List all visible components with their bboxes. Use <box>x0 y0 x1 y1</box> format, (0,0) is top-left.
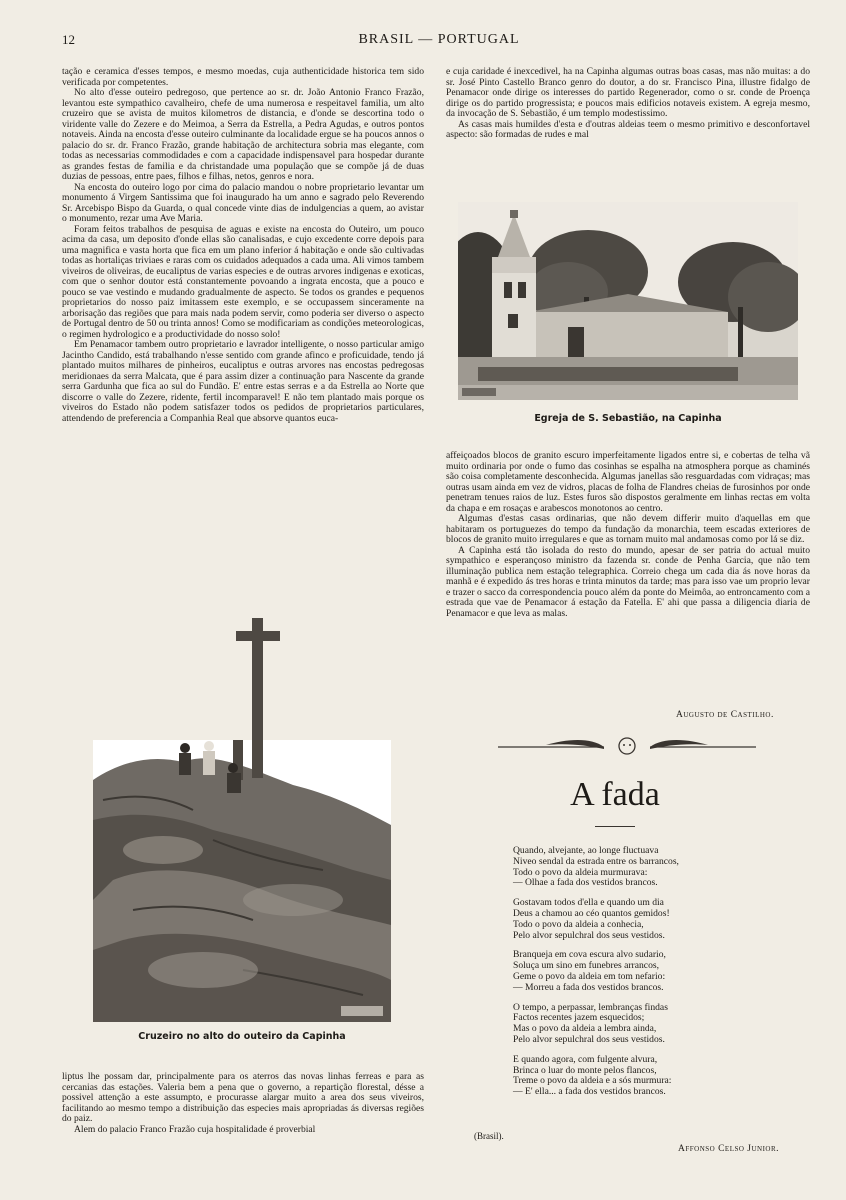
paragraph: A Capinha está tão isolada do resto do mundo, apesar de ser patria do actual muito sympathico e esperançoso ministro da fazenda sr. conde de Penha Garcia, que não tem illuminação publica nem estação telegraphica. Correio chega um cada dia ás nove horas da manhã e é expedido ás tres horas e trinta minutos da tarde; mas para isso vae um proprio levar e trazer o sacco da correspondencia pouco além da ponte do Meimôa, ao entroncamento com a estrada que vae de Penamacor á estação da Fatella. E' ahi que passa a diligencia diaria de Penamacor e que leva as malas. <box>446 544 810 619</box>
poem-title: A fada <box>570 776 660 813</box>
poem-origin: (Brasil). <box>474 1131 504 1141</box>
paragraph: Na encosta do outeiro logo por cima do palacio mandou o nobre proprietario levantar um monumento á Virgem Santissima que foi inaugurado ha um anno e sagrado pelo Reverendo Sr. Arcebispo Bispo da Guarda, o qual concede vinte dias de indulgencias a quem, ao avistar o monumento, rezar uma Ave Maria. <box>62 181 424 224</box>
cross-silhouette <box>232 618 282 778</box>
poem-line: — E' ella... a fada dos vestidos brancos. <box>513 1086 666 1098</box>
poem-line: Mas o povo da aldeia a lembra ainda, <box>513 1023 657 1035</box>
poem-stanza <box>513 898 813 941</box>
left-column-bottom <box>62 1072 424 1135</box>
paragraph: affeiçoados blocos de granito escuro imperfeitamente ligados entre si, e cobertas de telha vã muito ordinaria por onde o fumo das cosinhas se espalha na atmosphera porque as chaminés são coisa completamente desconhecida. Algumas janellas são resguardadas com vidraças; mas outras usam ainda em vez de vidros, placas de folha de Flandres cheias de furosinhos por onde penetram tenues raios de luz. Estes furos são dispostos geralmente em linhas rectas em volta da chapa e em rosaças e arabescos monotonos ao centro. <box>446 450 810 514</box>
paragraph: e cuja caridade é inexcedivel, ha na Capinha algumas outras boas casas, mas não muitas: a do sr. José Pinto Castello Branco genro do doutor, a do sr. Francisco Pina, illustre fidalgo de Penamacor onde dirige os interesses do partido Regenerador, como o sr. conde de Proença dirige os do partido progressista; e poucos mais edificios notaveis existem. A egreja mesmo, da invocação de S. Sebastião, é um templo modestissimo. <box>446 66 810 119</box>
poem-line: Quando, alvejante, ao longe fluctuava <box>513 845 659 856</box>
cruzeiro-caption: Cruzeiro no alto do outeiro da Capinha <box>138 1031 346 1042</box>
poem-author: Affonso Celso Junior. <box>678 1144 780 1154</box>
poem-title-rule <box>595 826 635 827</box>
poem <box>513 846 813 1107</box>
winged-ornament-icon <box>496 733 758 759</box>
poem-line: — Morreu a fada dos vestidos brancos. <box>513 981 664 993</box>
paragraph: No alto d'esse outeiro pedregoso, que pertence ao sr. dr. João Antonio Franco Frazão, levantou este sympathico cavalheiro, chefe de uma numerosa e respeitavel familia, um alto cruzeiro que se avista de muitos kilometros de distancia, e d'onde se descortina todo o viridente valle do Zezere e do Meimoa, a Serra da Estrella, a Pedra Agudas, e outros pontos notaveis. Ainda na encosta d'esse outeiro culminante da localidade ergue se ha poucos annos o palacio do sr. dr. Franco Frazão, grande habitação de architectura sobria mas elegante, com todas as necessarias commodidades e com a capacidade indispensavel para hospedar durante as grandes festas de familia e da christandade uma população que se compõe já de duas duzias de pessoas, entre paes, filhos e filhas, netos, genros e nora. <box>62 87 425 182</box>
poem-stanza <box>513 1055 813 1098</box>
poem-line: Deus a chamou ao céo quantos gemidos! <box>513 907 670 919</box>
left-column-top <box>62 67 424 424</box>
poem-line: O tempo, a perpassar, lembranças findas <box>513 1001 668 1013</box>
article-signature: Augusto de Castilho. <box>676 710 774 720</box>
poem-line: E quando agora, com fulgente alvura, <box>513 1053 658 1065</box>
right-column-mid <box>446 451 810 619</box>
paragraph: As casas mais humildes d'esta e d'outras aldeias teem o mesmo primitivo e desconfortavel aspecto: são formadas de rudes e mal <box>446 118 810 140</box>
running-head: BRASIL — PORTUGAL <box>358 32 520 47</box>
cruzeiro-photo <box>93 740 391 1022</box>
poem-line: Niveo sendal da estrada entre os barrancos, <box>513 855 679 867</box>
paragraph: Algumas d'estas casas ordinarias, que não devem differir muito d'aquellas em que habitaram os portuguezes do tempo da fundação da monarchia, teem escadas exteriores de blocos de granito muito irregulares e que as tornam muito mal andamosas como por lá se diz. <box>446 513 810 545</box>
church-photo <box>458 202 798 400</box>
right-column-top <box>446 67 810 141</box>
page-number: 12 <box>62 32 75 47</box>
poem-line: Todo o povo da aldeia murmurava: <box>513 866 648 878</box>
poem-line: Pelo alvor sepulchral dos seus vestidos. <box>513 1033 665 1045</box>
paragraph: tação e ceramica d'esses tempos, e mesmo moedas, cuja authenticidade historica tem sido verificada por competentes. <box>62 66 424 88</box>
paragraph: liptus lhe possam dar, principalmente para os aterros das novas linhas ferreas e para as cercanias das estações. Valeria bem a pena que o governo, a repartição florestal, désse a possivel attenção a este assumpto, e procurasse alargar muito a area dos seus viveiros, facilitando ao mesmo tempo a distribuição das especies mais apropriadas ás diversas regiões do paiz. <box>62 1071 424 1124</box>
poem-stanza <box>513 846 813 889</box>
poem-line: Pelo alvor sepulchral dos seus vestidos. <box>513 929 665 941</box>
page-header <box>62 32 816 52</box>
church-caption: Egreja de S. Sebastião, na Capinha <box>534 413 722 424</box>
poem-stanza <box>513 950 813 993</box>
poem-line: Factos recentes jazem esquecidos; <box>513 1012 645 1024</box>
poem-line: — Olhae a fada dos vestidos brancos. <box>513 877 658 889</box>
poem-line: Brinca o luar do monte pelos flancos, <box>513 1064 657 1076</box>
poem-line: Gostavam todos d'ella e quando um dia <box>513 897 664 909</box>
poem-line: Branqueja em cova escura alvo sudario, <box>513 949 666 961</box>
poem-line: Geme o povo da aldeia em tom nefario: <box>513 970 666 982</box>
paragraph: Alem do palacio Franco Frazão cuja hospitalidade é proverbial <box>74 1123 316 1135</box>
poem-line: Treme o povo da aldeia e a sós murmura: <box>513 1075 672 1087</box>
poem-line: Todo o povo da aldeia a conhecia, <box>513 918 644 930</box>
poem-stanza <box>513 1003 813 1046</box>
paragraph: Foram feitos trabalhos de pesquisa de aguas e existe na encosta do Outeiro, um pouco acima da casa, um deposito d'onde ellas são canalisadas, e cujo excedente corre depois para uma magnifica e vasta horta que fica em um plano inferior á habitação e onde são cultivadas todas as hortaliças triviaes e raras com os cuidados adequados a cada uma. Ali vimos tambem viveiros de oliveiras, de eucaliptus de varias especies e de outras arvores indigenas e exoticas, com que o senhor doutor está constantemente povoando a ingrata encosta, que a pouco e pouco se vae vestindo e mudando gradualmente de aspecto. Se todos os grandes e pequenos proprietarios do nosso paiz imitassem este exemplo, e se occupassem sinceramente na arborisação das regiões que para mais nada podem servir, como poderia ser diverso o aspecto de Portugal dentro de 50 ou trinta annos! Como se modificariam as condições meteorologicas, o regimen hydrologico e a productividade do nosso solo! <box>62 223 424 340</box>
paragraph: Em Penamacor tambem outro proprietario e lavrador intelligente, o nosso particular amigo Jacintho Candido, está trabalhando n'esse sentido com grande afinco e proficuidade, tendo já plantado muitos milhares de pinheiros, eucaliptus e outras arvores nas encostas pedregosas meridionaes da serra Malcata, que é para assim dizer a continuação para Nascente da grande serra Gardunha que fica ao sul do Fundão. E' entre estas serras e a da Estrella ao Norte que discorre o valle do Zezere, ridente, fertil incomparavel! E não tem plantado mais porque os viveiros do Estado não podem satisfazer todos os pedidos de proprietarios particulares, attendendo de preferencia a Companhia Real que absorve quantos euca- <box>62 339 424 424</box>
poem-line: Soluça um sino em funebres arrancos, <box>513 960 659 972</box>
